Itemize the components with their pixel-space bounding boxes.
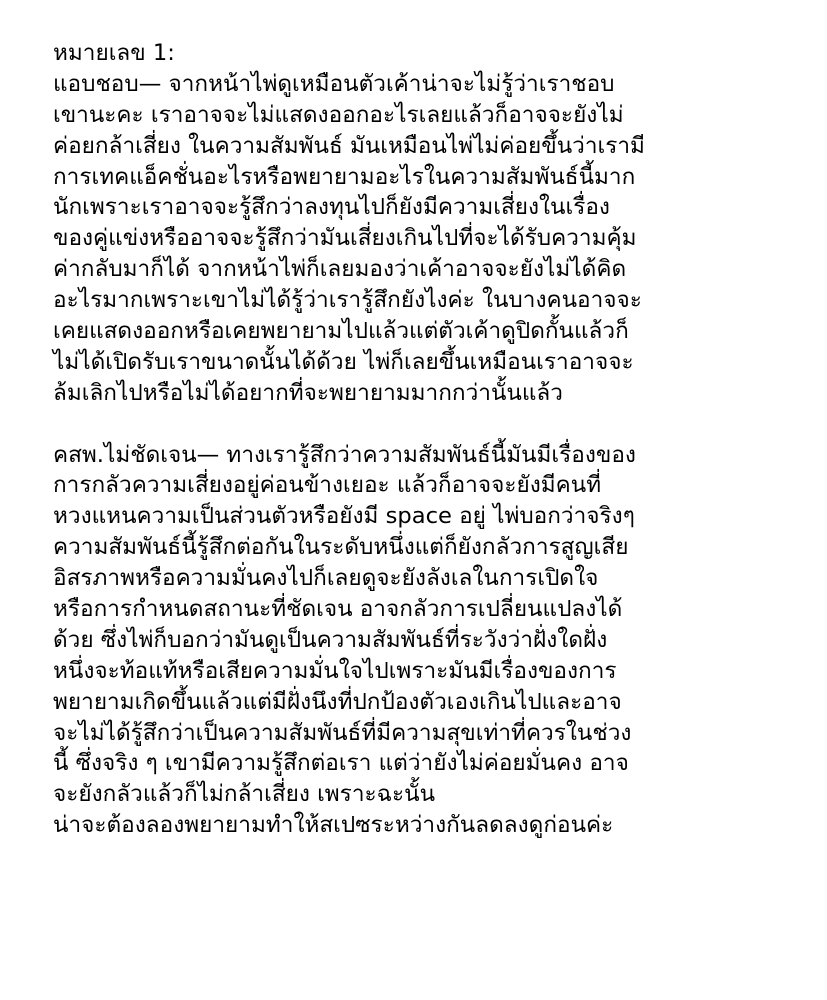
paragraph-line: ล้มเลิกไปหรือไม่ได้อยากที่จะพยายามมากกว่านั้นแล้ว	[53, 379, 563, 406]
section-unclear-relationship	[53, 440, 823, 842]
paragraph-line: แอบชอบ— จากหน้าไพ่ดูเหมือนตัวเค้าน่าจะไม่รู้ว่าเราชอบ	[53, 70, 615, 97]
paragraph-line: อิสรภาพหรือความมั่นคงไปก็เลยดูจะยังลังเลในการเปิดใจ	[53, 565, 599, 592]
paragraph-line: จะยังกลัวแล้วก็ไม่กล้าเสี่ยง เพราะฉะนั้น	[53, 781, 436, 808]
paragraph-line: การกลัวความเสี่ยงอยู่ค่อนข้างเยอะ แล้วก็อาจจะยังมีคนที่	[53, 472, 602, 499]
paragraph-line: หรือการกำหนดสถานะที่ชัดเจน อาจกลัวการเปลี่ยนแปลงได้	[53, 596, 623, 623]
paragraph-line: น่าจะต้องลองพยายามทำให้สเปซระหว่างกันลดลงดูก่อนค่ะ	[53, 812, 614, 839]
paragraph-line: หนึ่งจะท้อแท้หรือเสียความมั่นใจไปเพราะมันมีเรื่องของการ	[53, 657, 617, 684]
paragraph-line: นี้ ซึ่งจริง ๆ เขามีความรู้สึกต่อเรา แต่ว่ายังไม่ค่อยมั่นคง อาจ	[53, 750, 629, 777]
paragraph-line: ค่ากลับมาก็ได้ จากหน้าไพ่ก็เลยมองว่าเค้าอาจจะยังไม่ได้คิด	[53, 256, 627, 283]
paragraph-line: ไม่ได้เปิดรับเราขนาดนั้นได้ด้วย ไพ่ก็เลยขึ้นเหมือนเราอาจจะ	[53, 348, 634, 375]
paragraph-line: ของคู่แข่งหรืออาจจะรู้สึกว่ามันเสี่ยงเกินไปที่จะได้รับความคุ้ม	[53, 225, 637, 252]
paragraph-line: ค่อยกล้าเสี่ยง ในความสัมพันธ์ มันเหมือนไพ่ไม่ค่อยขึ้นว่าเรามี	[53, 132, 645, 159]
section-secret-crush	[53, 69, 823, 409]
paragraph-line: เคยแสดงออกหรือเคยพยายามไปแล้วแต่ตัวเค้าดูปิดกั้นแล้วก็	[53, 318, 629, 345]
paragraph-line: จะไม่ได้รู้สึกว่าเป็นความสัมพันธ์ที่มีความสุขเท่าที่ควรในช่วง	[53, 719, 632, 746]
paragraph-line: ความสัมพันธ์นี้รู้สึกต่อกันในระดับหนึ่งแต่ก็ยังกลัวการสูญเสีย	[53, 534, 629, 561]
paragraph-line: เขานะคะ เราอาจจะไม่แสดงออกอะไรเลยแล้วก็อาจจะยังไม่	[53, 101, 624, 128]
note-document	[53, 38, 823, 841]
paragraph-line: หวงแหนความเป็นส่วนตัวหรือยังมี space อยู่ ไพ่บอกว่าจริงๆ	[53, 503, 635, 530]
paragraph-line: อะไรมากเพราะเขาไม่ได้รู้ว่าเรารู้สึกยังไงค่ะ ในบางคนอาจจะ	[53, 287, 642, 314]
paragraph-line: การเทคแอ็คชั่นอะไรหรือพยายามอะไรในความสัมพันธ์นี้มาก	[53, 163, 636, 190]
paragraph-line: พยายามเกิดขึ้นแล้วแต่มีฝั่งนึงที่ปกป้องตัวเองเกินไปและอาจ	[53, 688, 622, 715]
paragraph-line: นักเพราะเราอาจจะรู้สึกว่าลงทุนไปก็ยังมีความเสี่ยงในเรื่อง	[53, 194, 610, 221]
note-heading: หมายเลข 1:	[53, 40, 175, 66]
paragraph-line: คสพ.ไม่ชัดเจน— ทางเรารู้สึกว่าความสัมพันธ์นี้มันมีเรื่องของ	[53, 441, 636, 468]
paragraph-line: ด้วย ซึ่งไพ่ก็บอกว่ามันดูเป็นความสัมพันธ์ที่ระวังว่าฝั่งใดฝั่ง	[53, 626, 608, 653]
paragraph-spacer	[53, 409, 823, 440]
